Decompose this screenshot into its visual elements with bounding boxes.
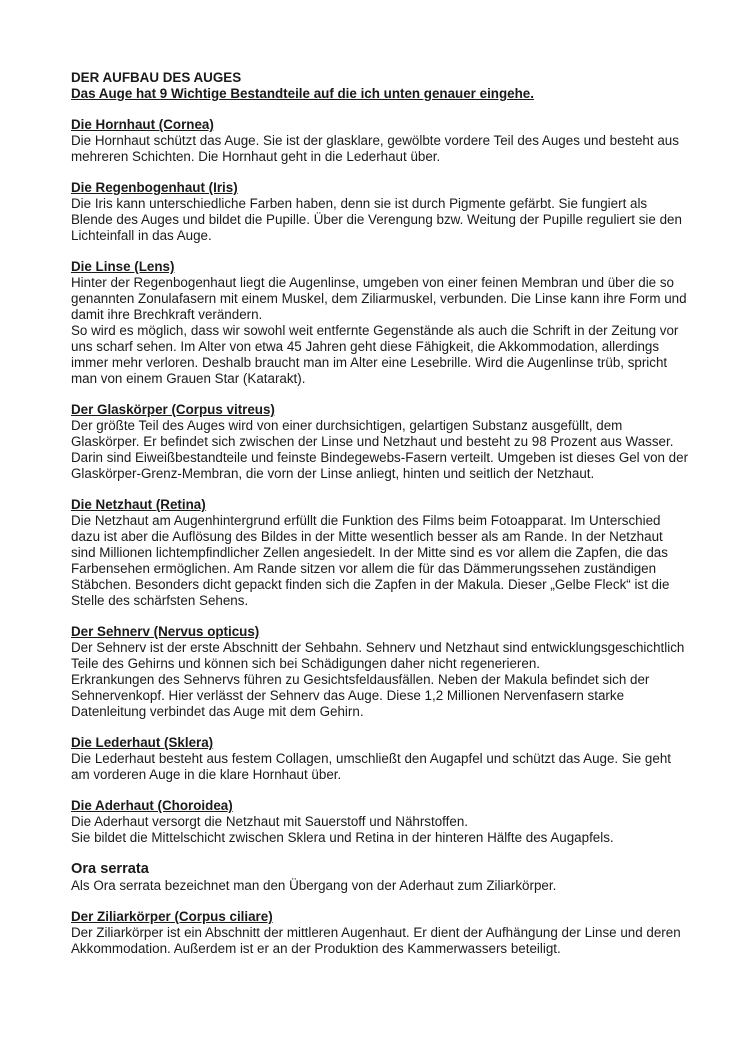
- section-heading: Die Regenbogenhaut (Iris): [71, 180, 238, 195]
- section-heading: Die Netzhaut (Retina): [71, 497, 206, 512]
- section-heading: Der Ziliarkörper (Corpus ciliare): [71, 909, 273, 924]
- section: [71, 735, 690, 783]
- section-paragraph: Die Lederhaut besteht aus festem Collagen, umschließt den Augapfel und schützt das Auge. Sie geht am vorderen Auge in die klare Hornhaut über.: [71, 751, 671, 782]
- section-paragraph: Der Ziliarkörper ist ein Abschnitt der mittleren Augenhaut. Er dient der Aufhängung der Linse und deren Akkommodation. Außerdem ist er an der Produktion des Kammerwassers beteiligt.: [71, 925, 681, 956]
- section-paragraph: So wird es möglich, dass wir sowohl weit entfernte Gegenstände als auch die Schrift in der Zeitung vor uns scharf sehen. Im Alter von etwa 45 Jahren geht diese Fähigkeit, die Akkommodation, allerdings immer mehr verloren. Deshalb braucht man im Alter eine Lesebrille. Wird die Augenlinse trüb, spricht man von einem Grauen Star (Katarakt).: [71, 323, 679, 386]
- section: [71, 402, 690, 482]
- section-heading: Der Glaskörper (Corpus vitreus): [71, 402, 275, 417]
- document-title: DER AUFBAU DES AUGES: [71, 70, 242, 85]
- section-paragraph: Als Ora serrata bezeichnet man den Übergang von der Aderhaut zum Ziliarkörper.: [71, 878, 557, 893]
- section: [71, 798, 690, 846]
- section: [71, 259, 690, 387]
- section-heading: Die Lederhaut (Sklera): [71, 735, 214, 750]
- section-paragraph: Der Sehnerv ist der erste Abschnitt der Sehbahn. Sehnerv und Netzhaut sind entwicklungsgeschichtlich Teile des Gehirns und können sich bei Schädigungen daher nicht regenerieren.: [71, 640, 685, 671]
- sections-container: [71, 117, 690, 957]
- section-paragraph: Die Iris kann unterschiedliche Farben haben, denn sie ist durch Pigmente gefärbt. Sie fungiert als Blende des Auges und bildet die Pupille. Über die Verengung bzw. Weitung der Pupille reguliert sie den Lichteinfall in das Auge.: [71, 196, 682, 243]
- section: [71, 861, 690, 894]
- section-heading: Die Linse (Lens): [71, 259, 175, 274]
- section-heading: Die Hornhaut (Cornea): [71, 117, 214, 132]
- section-heading: Der Sehnerv (Nervus opticus): [71, 624, 260, 639]
- section: [71, 624, 690, 720]
- section-paragraph: Der größte Teil des Auges wird von einer durchsichtigen, gelartigen Substanz ausgefüllt, dem Glaskörper. Er befindet sich zwischen der Linse und Netzhaut und besteht zu 98 Prozent aus Wasser. Darin sind Eiweißbestandteile und feinste Bindegewebs-Fasern verteilt. Umgeben ist dieses Gel von der Glaskörper-Grenz-Membran, die vorn der Linse anliegt, hinten und seitlich der Netzhaut.: [71, 418, 689, 481]
- section: [71, 117, 690, 165]
- section-heading: Ora serrata: [71, 861, 149, 877]
- section-paragraph: Die Hornhaut schützt das Auge. Sie ist der glasklare, gewölbte vordere Teil des Auges und besteht aus mehreren Schichten. Die Hornhaut geht in die Lederhaut über.: [71, 133, 679, 164]
- section: [71, 909, 690, 957]
- section-paragraph: Die Netzhaut am Augenhintergrund erfüllt die Funktion des Films beim Fotoapparat. Im Unterschied dazu ist aber die Auflösung des Bildes in der Mitte wesentlich besser als am Rande. In der Netzhaut sind Millionen lichtempfindlicher Zellen angesiedelt. In der Mitte sind es vor allem die Zapfen, die das Farbensehen ermöglichen. Am Rande sitzen vor allem die für das Dämmerungssehen zuständigen Stäbchen. Besonders dicht gepackt finden sich die Zapfen in der Makula. Dieser „Gelbe Fleck“ ist die Stelle des schärfsten Sehens.: [71, 513, 670, 608]
- document-subtitle: Das Auge hat 9 Wichtige Bestandteile auf die ich unten genauer eingehe.: [71, 86, 534, 101]
- section-heading: Die Aderhaut (Choroidea): [71, 798, 233, 813]
- section-paragraph: Die Aderhaut versorgt die Netzhaut mit Sauerstoff und Nährstoffen.: [71, 814, 468, 829]
- section: [71, 497, 690, 609]
- section-paragraph: Sie bildet die Mittelschicht zwischen Sklera und Retina in der hinteren Hälfte des Augapfels.: [71, 830, 614, 845]
- section-paragraph: Erkrankungen des Sehnervs führen zu Gesichtsfeldausfällen. Neben der Makula befindet sich der Sehnervenkopf. Hier verlässt der Sehnerv das Auge. Diese 1,2 Millionen Nervenfasern starke Datenleitung verbindet das Auge mit dem Gehirn.: [71, 672, 650, 719]
- section: [71, 180, 690, 244]
- section-paragraph: Hinter der Regenbogenhaut liegt die Augenlinse, umgeben von einer feinen Membran und über die so genannten Zonulafasern mit einem Muskel, dem Ziliarmuskel, verbunden. Die Linse kann ihre Form und damit ihre Brechkraft verändern.: [71, 275, 687, 322]
